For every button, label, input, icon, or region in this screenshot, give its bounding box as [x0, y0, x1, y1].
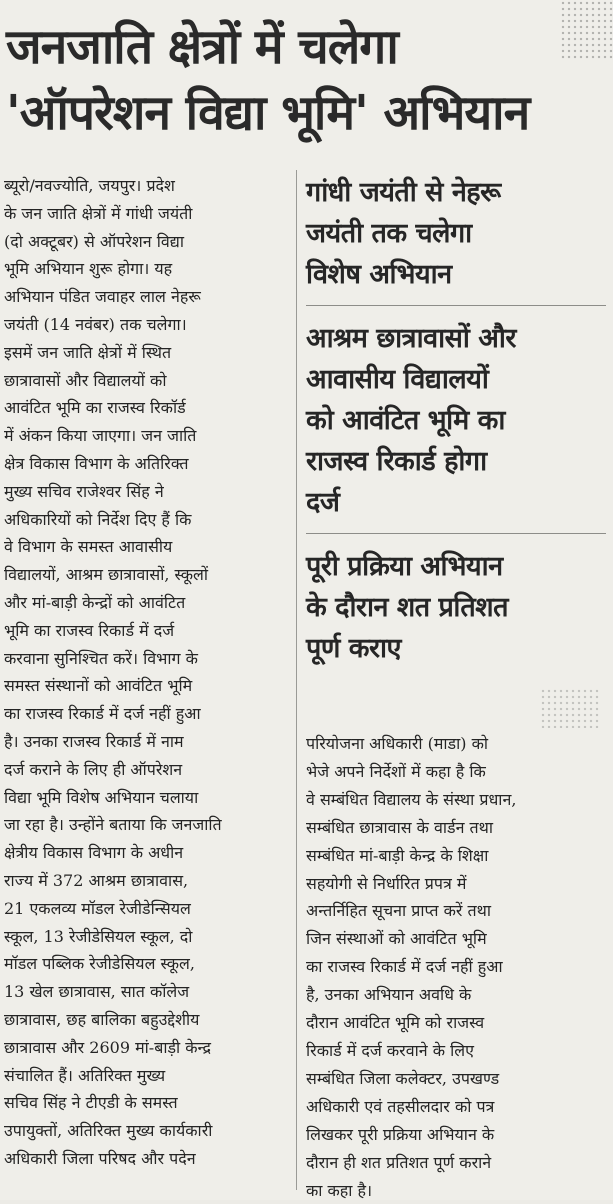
- article-text-line: के जन जाति क्षेत्रों में गांधी जयंती: [4, 200, 290, 228]
- article-text-line: दर्ज कराने के लिए ही ऑपरेशन: [4, 756, 290, 784]
- article-text-line: उपायुक्तों, अतिरिक्त मुख्य कार्यकारी: [4, 1117, 290, 1145]
- article-text-line: अभियान पंडित जवाहर लाल नेहरू: [4, 283, 290, 311]
- subheading-line: को आवंटित भूमि का: [306, 400, 606, 441]
- headline-line-2: 'ऑपरेशन विद्या भूमि' अभियान: [6, 80, 606, 146]
- subheading-line: जयंती तक चलेगा: [306, 213, 606, 254]
- article-text-line: सम्बंधित जिला कलेक्टर, उपखण्ड: [306, 1065, 606, 1093]
- subheading-line: गांधी जयंती से नेहरू: [306, 172, 606, 213]
- article-text-line: समस्त संस्थानों को आवंटित भूमि: [4, 672, 290, 700]
- dot-pattern-decoration: [540, 688, 600, 728]
- article-text-line: लिखकर पूरी प्रक्रिया अभियान के: [306, 1121, 606, 1149]
- article-text-line: सम्बंधित छात्रावास के वार्डन तथा: [306, 814, 606, 842]
- right-column: [306, 172, 606, 669]
- article-text-line: इसमें जन जाति क्षेत्रों में स्थित: [4, 339, 290, 367]
- article-text-line: जिन संस्थाओं को आवंटित भूमि: [306, 925, 606, 953]
- article-text-line: और मां-बाड़ी केन्द्रों को आवंटित: [4, 589, 290, 617]
- article-text-line: क्षेत्रीय विकास विभाग के अधीन: [4, 839, 290, 867]
- right-article-body: [306, 730, 606, 1204]
- headline-line-1: जनजाति क्षेत्रों में चलेगा: [6, 14, 606, 80]
- article-text-line: का कहा है।: [306, 1177, 606, 1204]
- article-text-line: का राजस्व रिकार्ड में दर्ज नहीं हुआ: [306, 953, 606, 981]
- article-text-line: अधिकारी जिला परिषद और पदेन: [4, 1145, 290, 1173]
- article-text-line: छात्रावास और 2609 मां-बाड़ी केन्द्र: [4, 1034, 290, 1062]
- article-text-line: का राजस्व रिकार्ड में दर्ज नहीं हुआ: [4, 700, 290, 728]
- article-text-line: संचालित हैं। अतिरिक्त मुख्य: [4, 1062, 290, 1090]
- article-text-line: अधिकारी एवं तहसीलदार को पत्र: [306, 1093, 606, 1121]
- subheading-line: के दौरान शत प्रतिशत: [306, 587, 606, 628]
- article-text-line: अधिकारियों को निर्देश दिए हैं कि: [4, 506, 290, 534]
- article-text-line: मॉडल पब्लिक रेजीडेसियल स्कूल,: [4, 950, 290, 978]
- article-text-line: विद्या भूमि विशेष अभियान चलाया: [4, 784, 290, 812]
- subheading-line: आवासीय विद्यालयों: [306, 359, 606, 400]
- subheading-line: विशेष अभियान: [306, 254, 606, 295]
- article-text-line: परियोजना अधिकारी (माडा) को: [306, 730, 606, 758]
- article-text-line: वे सम्बंधित विद्यालय के संस्था प्रधान,: [306, 786, 606, 814]
- article-text-line: सचिव सिंह ने टीएडी के समस्त: [4, 1089, 290, 1117]
- article-text-line: राज्य में 372 आश्रम छात्रावास,: [4, 867, 290, 895]
- article-text-line: भूमि अभियान शुरू होगा। यह: [4, 255, 290, 283]
- article-text-line: मुख्य सचिव राजेश्वर सिंह ने: [4, 478, 290, 506]
- article-text-line: (दो अक्टूबर) से ऑपरेशन विद्या: [4, 228, 290, 256]
- subheading-gandhi-jayanti: [306, 172, 606, 295]
- article-text-line: अन्तर्निहित सूचना प्राप्त करें तथा: [306, 897, 606, 925]
- article-text-line: रिकार्ड में दर्ज करवाने के लिए: [306, 1037, 606, 1065]
- article-text-line: दौरान आवंटित भूमि को राजस्व: [306, 1009, 606, 1037]
- subheading-line: दर्ज: [306, 482, 606, 523]
- article-text-line: स्कूल, 13 रेजीडेसियल स्कूल, दो: [4, 923, 290, 951]
- subheading-line: आश्रम छात्रावासों और: [306, 318, 606, 359]
- article-text-line: भूमि का राजस्व रिकार्ड में दर्ज: [4, 617, 290, 645]
- article-text-line: ब्यूरो/नवज्योति, जयपुर। प्रदेश: [4, 172, 290, 200]
- article-text-line: 21 एकलव्य मॉडल रेजीडेन्सियल: [4, 895, 290, 923]
- subheading-ashram-hostels: [306, 318, 606, 523]
- article-text-line: भेजे अपने निर्देशों में कहा है कि: [306, 758, 606, 786]
- article-text-line: सम्बंधित मां-बाड़ी केन्द्र के शिक्षा: [306, 842, 606, 870]
- article-text-line: छात्रावासों और विद्यालयों को: [4, 367, 290, 395]
- column-divider: [296, 170, 297, 1190]
- article-text-line: सहयोगी से निर्धारित प्रपत्र में: [306, 870, 606, 898]
- subheading-separator: [306, 533, 606, 534]
- left-article-column: [4, 172, 290, 1173]
- article-text-line: में अंकन किया जाएगा। जन जाति: [4, 422, 290, 450]
- headline: [6, 14, 606, 146]
- article-text-line: करवाना सुनिश्चित करें। विभाग के: [4, 645, 290, 673]
- article-text-line: दौरान ही शत प्रतिशत पूर्ण कराने: [306, 1149, 606, 1177]
- article-text-line: 13 खेल छात्रावास, सात कॉलेज: [4, 978, 290, 1006]
- article-text-line: आवंटित भूमि का राजस्व रिकॉर्ड: [4, 394, 290, 422]
- subheading-separator: [306, 305, 606, 306]
- article-text-line: छात्रावास, छह बालिका बहुउद्देशीय: [4, 1006, 290, 1034]
- article-text-line: जयंती (14 नवंबर) तक चलेगा।: [4, 311, 290, 339]
- article-text-line: है, उनका अभियान अवधि के: [306, 981, 606, 1009]
- article-text-line: विद्यालयों, आश्रम छात्रावासों, स्कूलों: [4, 561, 290, 589]
- article-text-line: जा रहा है। उन्होंने बताया कि जनजाति: [4, 811, 290, 839]
- subheading-line: पूर्ण कराए: [306, 628, 606, 669]
- subheading-line: पूरी प्रक्रिया अभियान: [306, 546, 606, 587]
- subheading-full-process: [306, 546, 606, 669]
- subheading-line: राजस्व रिकार्ड होगा: [306, 441, 606, 482]
- article-text-line: वे विभाग के समस्त आवासीय: [4, 533, 290, 561]
- article-text-line: क्षेत्र विकास विभाग के अतिरिक्त: [4, 450, 290, 478]
- article-text-line: है। उनका राजस्व रिकार्ड में नाम: [4, 728, 290, 756]
